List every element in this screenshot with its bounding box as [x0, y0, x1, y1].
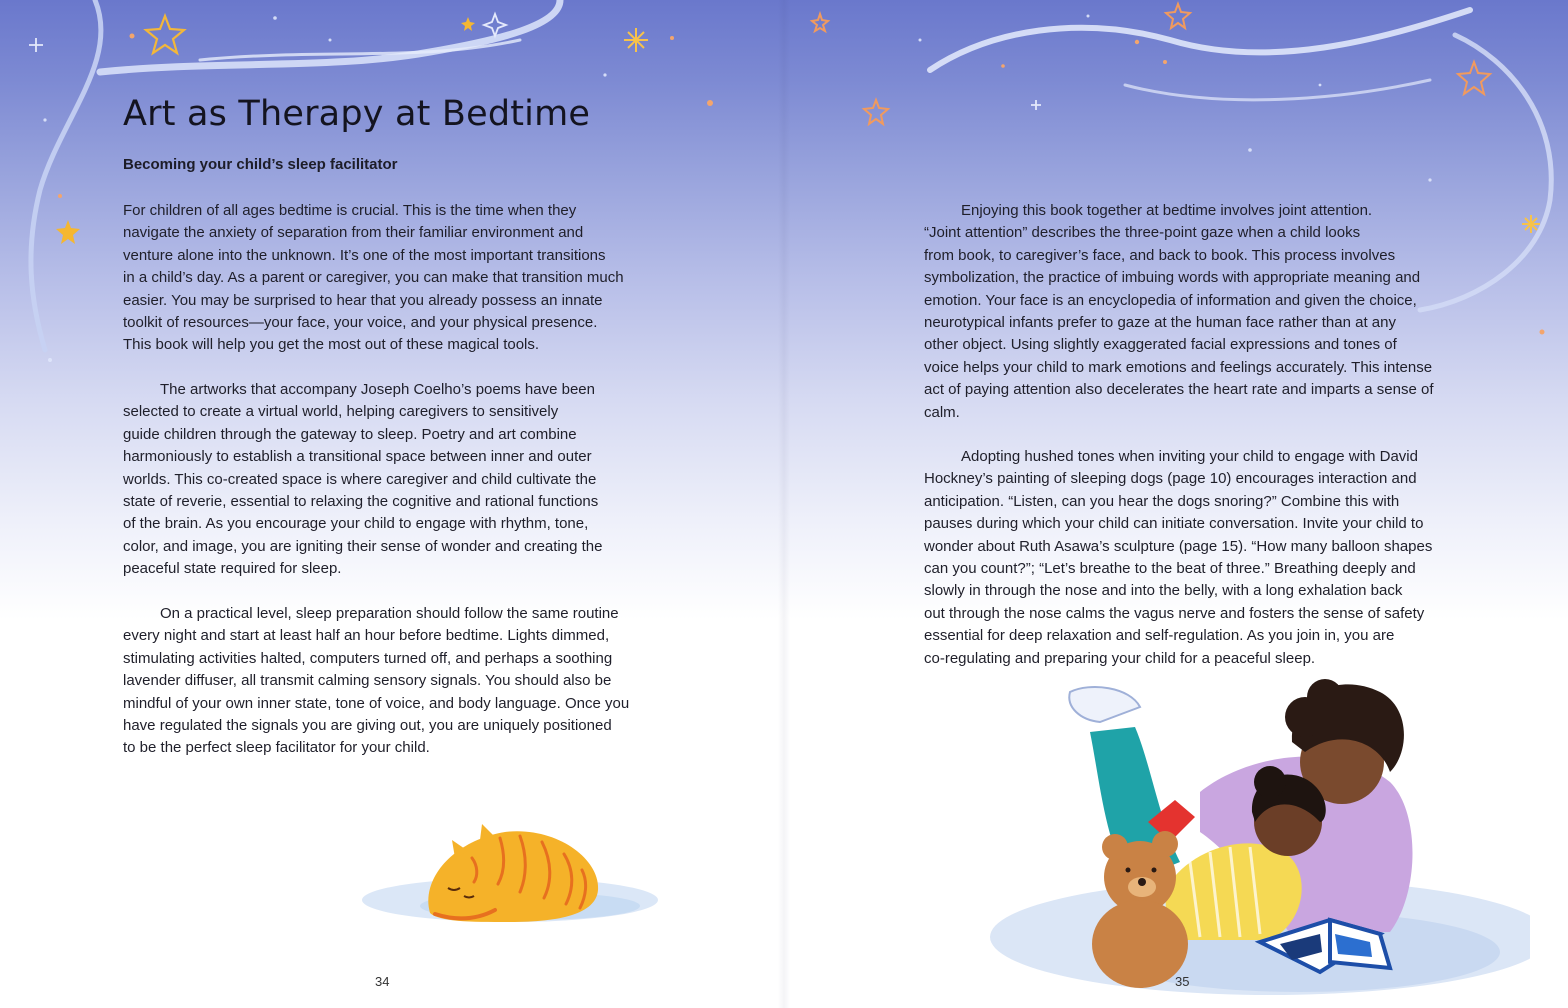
- page-number: 34: [375, 974, 390, 989]
- body-paragraph: Adopting hushed tones when inviting your child to engage with David Hockney’s painting of sleeping dogs (page 10) encourages interaction and anticipation. “Listen, can you hear the dogs snoring?” Combine this with pauses during which your child can initiate conversation. Invite your child to wonder about Ruth Asawa’s sculpture (page 15). “How many balloon shapes can you count?”; “Let’s breathe to the beat of three.” Breathing deeply and slowly in through the nose and into the belly, with a long exhalation back out through the nose calms the vagus nerve and fosters the sense of safety essential for deep relaxation and self-regulation. As you join in, you are co-regulating and preparing your child for a peaceful sleep.: [924, 448, 1433, 667]
- caregiver-child-reading-illustration: [970, 672, 1530, 1004]
- page-number: 35: [1175, 974, 1190, 989]
- body-paragraph: On a practical level, sleep preparation should follow the same routine every night and start at least half an hour before bedtime. Lights dimmed, stimulating activities halted, computers turned off, and perhaps a soothing lavender diffuser, all transmit calming sensory signals. You should also be mindful of your own inner state, tone of voice, and body language. Once you have regulated the signals you are giving out, you are uniquely positioned to be the perfect sleep facilitator for your child.: [123, 605, 630, 757]
- body-paragraph: Enjoying this book together at bedtime involves joint attention. “Joint attention” describes the three-point gaze when a child looks from book, to caregiver’s face, and back to book. This process involves symbolization, the practice of imbuing words with appropriate meaning and emotion. Your face is an encyclopedia of information and given the choice, neurotypical infants prefer to gaze at the human face rather than at any other object. Using slightly exaggerated facial expressions and tones of voice helps your child to mark emotions and feelings accurately. This intense act of paying attention also decelerates the heart rate and imparts a sense of calm.: [924, 202, 1434, 421]
- page-subtitle: Becoming your child’s sleep facilitator: [123, 156, 398, 173]
- page-title: Art as Therapy at Bedtime: [123, 94, 591, 134]
- body-paragraph: For children of all ages bedtime is crucial. This is the time when they navigate the anxiety of separation from their familiar environment and venture alone into the unknown. It’s one of the most important transitions in a child’s day. As a parent or caregiver, you can make that transition much easier. You may be surprised to hear that you already possess an innate toolkit of resources—your face, your voice, and your physical presence. This book will help you get the most out of these magical tools.: [123, 202, 624, 354]
- right-page: [784, 0, 1568, 1008]
- body-paragraph: The artworks that accompany Joseph Coelho’s poems have been selected to create a virtual world, helping caregivers to sensitively guide children through the gateway to sleep. Poetry and art combine harmoniously to establish a transitional space between inner and outer worlds. This co-created space is where caregiver and child cultivate the state of reverie, essential to relaxing the cognitive and rational functions of the brain. As you encourage your child to engage with rhythm, tone, color, and image, you are igniting their sense of wonder and creating the peaceful state required for sleep.: [123, 381, 603, 578]
- sleeping-cat-illustration: [360, 818, 670, 938]
